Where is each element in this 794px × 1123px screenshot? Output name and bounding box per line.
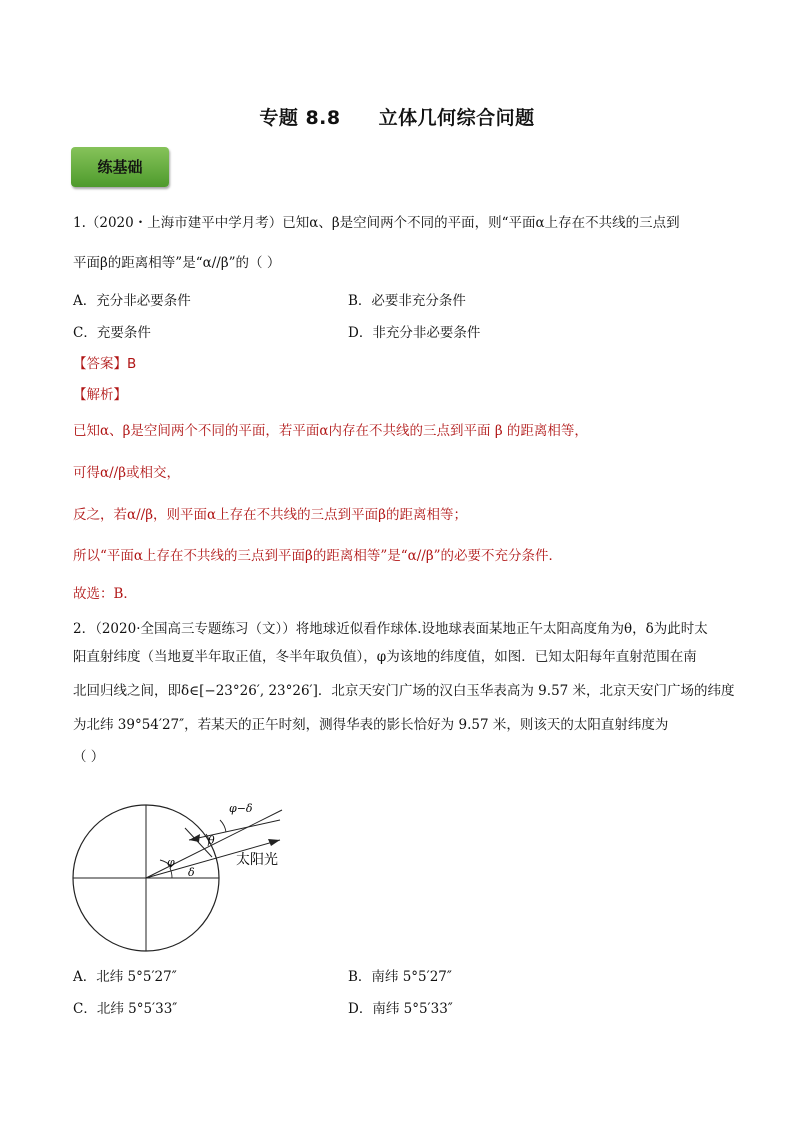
q1-stem-line2: 平面β的距离相等”是“α//β”的（ ） [73, 255, 281, 271]
q2-option-c: C．北纬 5°5′33″ [73, 1001, 178, 1017]
sun-ray-arrow [268, 839, 280, 846]
q1-solution-line2: 可得α//β或相交， [73, 465, 181, 481]
sun-ray-surface [189, 820, 280, 840]
delta-arc [170, 868, 172, 878]
q2-option-d: D．南纬 5°5′33″ [348, 1001, 453, 1017]
section-badge: 练基础 [71, 147, 169, 187]
label-phi: φ [167, 856, 175, 869]
q1-solution-line4: 所以“平面α上存在不共线的三点到平面β的距离相等”是“α//β”的必要不充分条件． [73, 548, 563, 564]
q1-option-c: C．充要条件 [73, 325, 151, 341]
label-delta: δ [188, 866, 195, 879]
q1-solution-line3: 反之，若α//β，则平面α上存在不共线的三点到平面β的距离相等； [73, 507, 467, 523]
q1-option-a: A．充分非必要条件 [73, 293, 191, 309]
label-sunlight: 太阳光 [236, 852, 278, 868]
sun-ray-surface-arrow [189, 834, 200, 842]
q1-solution-line5: 故选：B． [73, 586, 137, 602]
label-theta: θ [208, 834, 215, 847]
q2-option-b: B．南纬 5°5′27″ [348, 969, 452, 985]
title-number: 专题 8.8 [259, 107, 341, 129]
q2-stem-line3: 北回归线之间，即δ∈[−23°26′, 23°26′]．北京天安门广场的汉白玉华表高为 9.57 米，北京天安门广场的纬度 [73, 683, 735, 699]
q1-option-d: D．非充分非必要条件 [348, 325, 481, 341]
q1-stem-line1: 1.（2020・上海市建平中学月考）已知α、β是空间两个不同的平面，则“平面α上存在不共线的三点到 [73, 215, 680, 231]
phi-delta-arc [220, 820, 226, 832]
q2-stem-line4: 为北纬 39°54′27″，若某天的正午时刻，测得华表的影长恰好为 9.57 米，则该天的太阳直射纬度为 [73, 717, 669, 733]
earth-sun-diagram [60, 780, 300, 960]
title-text: 立体几何综合问题 [378, 107, 535, 129]
q1-analysis-heading: 【解析】 [73, 387, 127, 403]
label-phi-delta: φ−δ [229, 802, 253, 815]
q2-stem-line5: （ ） [73, 749, 105, 765]
q1-solution-line1: 已知α、β是空间两个不同的平面，若平面α内存在不共线的三点到平面 β 的距离相等， [73, 423, 588, 439]
q1-option-b: B．必要非充分条件 [348, 293, 466, 309]
q2-stem-line1: 2．（2020·全国高三专题练习（文））将地球近似看作球体.设地球表面某地正午太阳高度角为θ，δ为此时太 [73, 621, 708, 637]
page-title [0, 103, 794, 130]
q2-stem-line2: 阳直射纬度（当地夏半年取正值，冬半年取负值），φ为该地的纬度值，如图．已知太阳每年直射范围在南 [73, 649, 697, 665]
q1-answer: 【答案】B [73, 356, 137, 372]
q2-option-a: A．北纬 5°5′27″ [73, 969, 177, 985]
